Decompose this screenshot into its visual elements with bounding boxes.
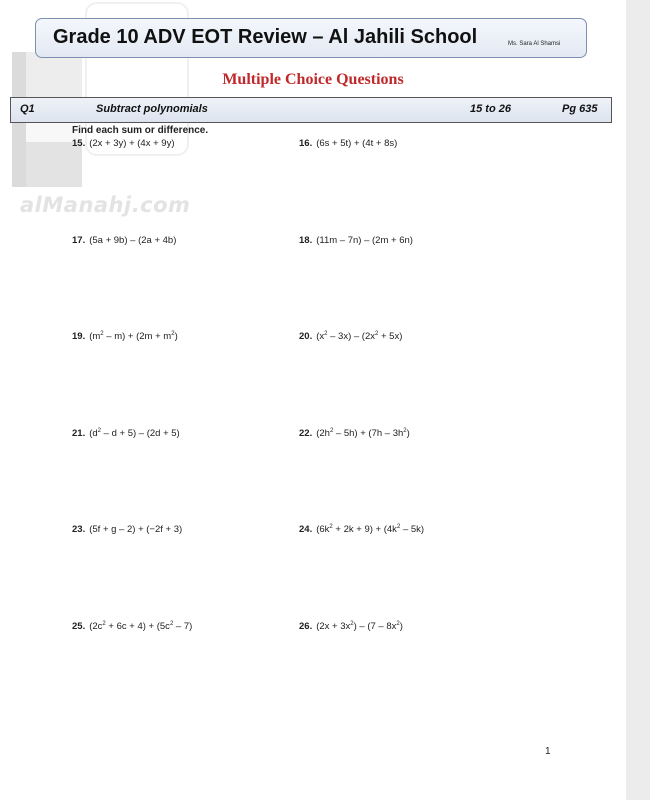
problem-expression: (6s + 5t) + (4t + 8s) — [316, 138, 398, 149]
problem-expression: (5a + 9b) – (2a + 4b) — [89, 235, 177, 246]
problem-number: 21. — [72, 428, 86, 440]
problem-21 — [72, 428, 180, 439]
problem-number: 19. — [72, 331, 86, 343]
expr-part: + 2k + 9) + (4k — [332, 524, 397, 536]
exponent: 2 — [102, 621, 106, 627]
problem-number: 24. — [299, 524, 313, 536]
problem-17 — [72, 235, 176, 246]
exponent: 2 — [375, 331, 379, 337]
expr-part: – 7) — [173, 621, 193, 633]
problem-22 — [299, 428, 410, 439]
exponent: 2 — [350, 621, 354, 627]
viewer-scrollbar-track[interactable] — [626, 0, 650, 800]
expr-part: ) — [174, 331, 178, 343]
watermark-text: alManahj.com — [20, 193, 191, 217]
question-topic: Subtract polynomials — [96, 103, 208, 115]
expr-part: (x — [316, 331, 325, 343]
section-title: Multiple Choice Questions — [222, 71, 404, 88]
exponent: 2 — [100, 331, 104, 337]
problem-18 — [299, 235, 413, 246]
expr-part: (d — [89, 428, 98, 440]
expr-part: + 6c + 4) + (5c — [105, 621, 170, 633]
expr-part: – 5h) + (7h – 3h — [333, 428, 404, 440]
exponent: 2 — [396, 524, 401, 530]
problem-expression: (5f + g – 2) + (−2f + 3) — [89, 524, 183, 535]
expr-part: ) – (7 – 8x — [353, 621, 397, 633]
problem-number: 16. — [299, 138, 313, 149]
expr-part: (6k — [316, 524, 330, 536]
problem-number: 26. — [299, 621, 313, 633]
exponent: 2 — [403, 428, 407, 434]
problem-expression: (11m – 7n) – (2m + 6n) — [316, 235, 413, 246]
problem-20 — [299, 331, 402, 342]
exponent: 2 — [329, 524, 333, 530]
problem-number: 23. — [72, 524, 86, 535]
problem-16 — [299, 138, 397, 149]
question-range: 15 to 26 — [470, 103, 511, 115]
expr-part: ) — [399, 621, 403, 633]
exponent: 2 — [97, 428, 102, 434]
problem-24 — [299, 524, 424, 535]
problem-number: 18. — [299, 235, 313, 246]
instructions: Find each sum or difference. — [72, 125, 209, 136]
expr-part: (m — [89, 331, 101, 343]
expr-part: (2x + 3x — [316, 621, 351, 633]
question-number: Q1 — [20, 103, 35, 115]
exponent: 2 — [324, 331, 328, 337]
expr-part: – 3x) – (2x — [327, 331, 376, 343]
exponent: 2 — [396, 621, 400, 627]
header-banner — [35, 18, 587, 58]
expr-part: – 5k) — [400, 524, 425, 536]
expr-part: – d + 5) – (2d + 5) — [101, 428, 180, 440]
expr-part: + 5x) — [378, 331, 403, 343]
problem-25 — [72, 621, 192, 632]
problem-23 — [72, 524, 182, 535]
problem-15 — [72, 138, 175, 149]
problem-number: 25. — [72, 621, 86, 633]
problem-19 — [72, 331, 178, 342]
exponent: 2 — [329, 428, 334, 434]
problem-number: 17. — [72, 235, 86, 246]
question-page: Pg 635 — [562, 103, 598, 115]
exponent: 2 — [171, 331, 175, 337]
exponent: 2 — [169, 621, 174, 627]
problem-number: 22. — [299, 428, 313, 440]
problem-number: 15. — [72, 138, 86, 149]
question-header-row — [10, 97, 612, 123]
expr-part: – m) + (2m + m — [103, 331, 172, 343]
teacher-name: Ms. Sara Al Shamsi — [508, 41, 561, 47]
page-number: 1 — [545, 746, 551, 757]
problem-number: 20. — [299, 331, 313, 343]
problem-expression: (2x + 3y) + (4x + 9y) — [89, 138, 175, 149]
problem-26 — [299, 621, 403, 632]
expr-part: (2h — [316, 428, 330, 440]
expr-part: ) — [406, 428, 410, 440]
expr-part: (2c — [89, 621, 103, 633]
page-title: Grade 10 ADV EOT Review – Al Jahili School — [53, 26, 478, 48]
